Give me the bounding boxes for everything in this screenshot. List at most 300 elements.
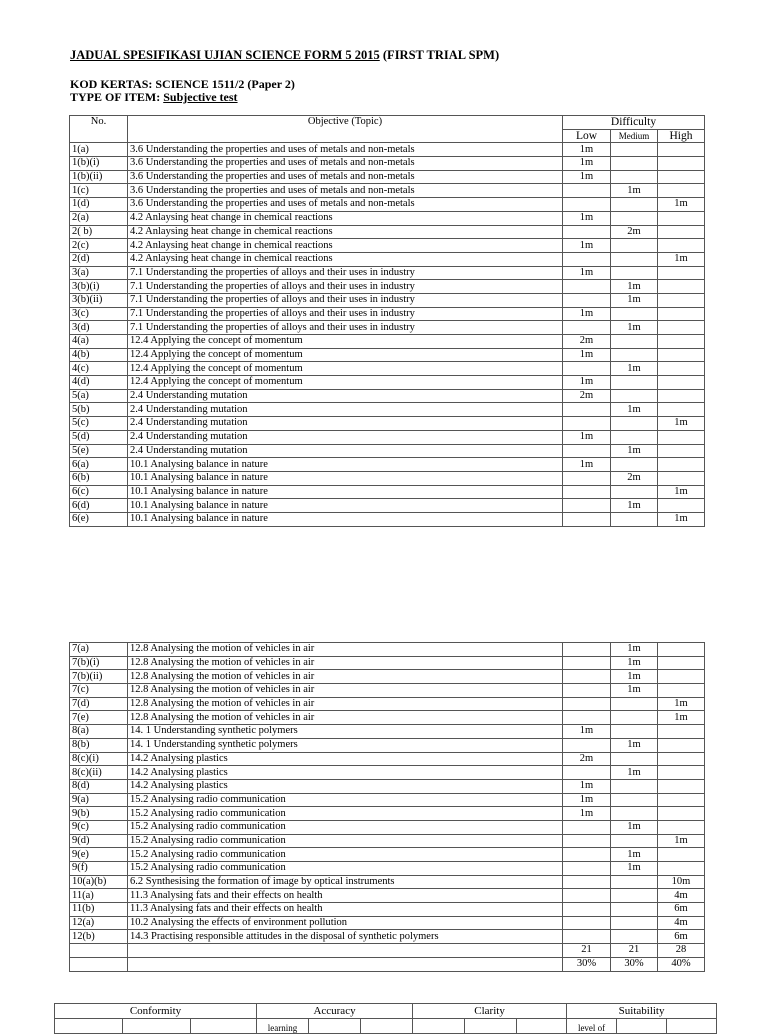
- question-number: 3(c): [70, 307, 128, 321]
- question-number: 8(c)(ii): [70, 766, 128, 780]
- bottom-cell: [465, 1019, 517, 1034]
- header-difficulty: Difficulty: [563, 116, 705, 130]
- difficulty-high: 1m: [658, 198, 705, 212]
- header-low: Low: [563, 129, 611, 143]
- totals-no-cell: [70, 944, 128, 958]
- table-row: [70, 417, 705, 431]
- difficulty-high: [658, 430, 705, 444]
- totals-topic-cell: [128, 944, 563, 958]
- difficulty-low: [563, 697, 611, 711]
- difficulty-high: [658, 738, 705, 752]
- objective-topic: 12.8 Analysing the motion of vehicles in air: [128, 656, 563, 670]
- difficulty-high: [658, 458, 705, 472]
- difficulty-high: [658, 335, 705, 349]
- difficulty-high: [658, 321, 705, 335]
- difficulty-low: [563, 225, 611, 239]
- question-number: 9(f): [70, 862, 128, 876]
- question-number: 7(c): [70, 684, 128, 698]
- question-number: 11(b): [70, 903, 128, 917]
- difficulty-high: 1m: [658, 711, 705, 725]
- difficulty-high: 6m: [658, 903, 705, 917]
- bottom-cell: [413, 1019, 465, 1034]
- table-row: [70, 725, 705, 739]
- difficulty-low: [563, 184, 611, 198]
- question-number: 11(a): [70, 889, 128, 903]
- difficulty-high: 4m: [658, 889, 705, 903]
- table-row: [70, 293, 705, 307]
- difficulty-high: [658, 184, 705, 198]
- table-row: [70, 738, 705, 752]
- difficulty-high: [658, 143, 705, 157]
- difficulty-low: [563, 471, 611, 485]
- difficulty-high: 1m: [658, 252, 705, 266]
- difficulty-low: [563, 684, 611, 698]
- table-row: [70, 903, 705, 917]
- table-row: [70, 779, 705, 793]
- question-number: 8(b): [70, 738, 128, 752]
- objective-topic: 6.2 Synthesising the formation of image by optical instruments: [128, 875, 563, 889]
- difficulty-high: [658, 820, 705, 834]
- header-high: High: [658, 129, 705, 143]
- objective-topic: 10.1 Analysing balance in nature: [128, 485, 563, 499]
- objective-topic: 12.4 Applying the concept of momentum: [128, 362, 563, 376]
- objective-topic: 2.4 Understanding mutation: [128, 444, 563, 458]
- table-row: [70, 157, 705, 171]
- table-row: [70, 807, 705, 821]
- difficulty-low: [563, 499, 611, 513]
- difficulty-medium: [611, 725, 658, 739]
- difficulty-low: 1m: [563, 348, 611, 362]
- difficulty-high: [658, 848, 705, 862]
- difficulty-low: [563, 916, 611, 930]
- title-suffix: (FIRST TRIAL SPM): [382, 48, 500, 62]
- table-row: [70, 430, 705, 444]
- difficulty-medium: [611, 752, 658, 766]
- objective-topic: 11.3 Analysing fats and their effects on health: [128, 903, 563, 917]
- percent-topic-cell: [128, 957, 563, 971]
- difficulty-low: [563, 738, 611, 752]
- difficulty-medium: [611, 211, 658, 225]
- specification-table-1: [69, 115, 705, 527]
- table-row: [70, 793, 705, 807]
- bottom-cell: [191, 1019, 257, 1034]
- table-row: [70, 752, 705, 766]
- difficulty-high: [658, 225, 705, 239]
- difficulty-medium: 1m: [611, 184, 658, 198]
- difficulty-low: 2m: [563, 389, 611, 403]
- table-row: [70, 266, 705, 280]
- header-objective: Objective (Topic): [128, 116, 563, 143]
- objective-topic: 2.4 Understanding mutation: [128, 403, 563, 417]
- total-high: 28: [658, 944, 705, 958]
- difficulty-low: [563, 903, 611, 917]
- table-row: [70, 766, 705, 780]
- page-title: [70, 48, 499, 63]
- difficulty-medium: [611, 807, 658, 821]
- difficulty-high: [658, 307, 705, 321]
- question-number: 7(e): [70, 711, 128, 725]
- question-number: 1(b)(ii): [70, 170, 128, 184]
- question-number: 9(e): [70, 848, 128, 862]
- difficulty-low: 2m: [563, 335, 611, 349]
- difficulty-medium: 1m: [611, 499, 658, 513]
- evaluation-table: [54, 1003, 717, 1034]
- header-conformity: Conformity: [55, 1004, 257, 1019]
- difficulty-low: 1m: [563, 430, 611, 444]
- difficulty-low: [563, 875, 611, 889]
- question-number: 4(b): [70, 348, 128, 362]
- question-number: 5(a): [70, 389, 128, 403]
- table-row: [70, 170, 705, 184]
- difficulty-low: [563, 403, 611, 417]
- table-row: [70, 280, 705, 294]
- table-row: [70, 862, 705, 876]
- question-number: 5(d): [70, 430, 128, 444]
- question-number: 5(e): [70, 444, 128, 458]
- bottom-cell: [309, 1019, 361, 1034]
- difficulty-high: [658, 752, 705, 766]
- difficulty-high: [658, 157, 705, 171]
- question-number: 5(c): [70, 417, 128, 431]
- objective-topic: 4.2 Anlaysing heat change in chemical reactions: [128, 211, 563, 225]
- table-row: [70, 684, 705, 698]
- difficulty-low: 1m: [563, 266, 611, 280]
- objective-topic: 15.2 Analysing radio communication: [128, 807, 563, 821]
- difficulty-medium: [611, 266, 658, 280]
- difficulty-low: [563, 766, 611, 780]
- difficulty-high: [658, 239, 705, 253]
- difficulty-high: [658, 376, 705, 390]
- difficulty-high: [658, 266, 705, 280]
- difficulty-high: [658, 807, 705, 821]
- question-number: 8(c)(i): [70, 752, 128, 766]
- difficulty-low: 1m: [563, 170, 611, 184]
- difficulty-medium: [611, 697, 658, 711]
- table-row: [70, 697, 705, 711]
- difficulty-high: [658, 684, 705, 698]
- question-number: 2(d): [70, 252, 128, 266]
- difficulty-medium: 1m: [611, 280, 658, 294]
- question-number: 9(d): [70, 834, 128, 848]
- objective-topic: 14. 1 Understanding synthetic polymers: [128, 738, 563, 752]
- objective-topic: 12.4 Applying the concept of momentum: [128, 335, 563, 349]
- difficulty-medium: [611, 916, 658, 930]
- table-row: [70, 444, 705, 458]
- difficulty-medium: [611, 389, 658, 403]
- table-row: [70, 198, 705, 212]
- difficulty-low: 2m: [563, 752, 611, 766]
- difficulty-medium: [611, 198, 658, 212]
- question-number: 3(d): [70, 321, 128, 335]
- objective-topic: 12.4 Applying the concept of momentum: [128, 348, 563, 362]
- header-medium: Medium: [611, 129, 658, 143]
- table-row: [70, 225, 705, 239]
- difficulty-high: [658, 211, 705, 225]
- difficulty-medium: [611, 170, 658, 184]
- difficulty-low: 1m: [563, 157, 611, 171]
- question-number: 9(b): [70, 807, 128, 821]
- table-row: [70, 916, 705, 930]
- table-row: [70, 376, 705, 390]
- difficulty-low: [563, 834, 611, 848]
- objective-topic: 2.4 Understanding mutation: [128, 430, 563, 444]
- difficulty-medium: [611, 376, 658, 390]
- question-number: 8(d): [70, 779, 128, 793]
- question-number: 2( b): [70, 225, 128, 239]
- difficulty-medium: 1m: [611, 403, 658, 417]
- objective-topic: 15.2 Analysing radio communication: [128, 848, 563, 862]
- question-number: 10(a)(b): [70, 875, 128, 889]
- difficulty-medium: 1m: [611, 293, 658, 307]
- table-row: [70, 143, 705, 157]
- table-row: [70, 656, 705, 670]
- objective-topic: 14.2 Analysing plastics: [128, 779, 563, 793]
- difficulty-high: [658, 862, 705, 876]
- difficulty-medium: 1m: [611, 766, 658, 780]
- objective-topic: 14. 1 Understanding synthetic polymers: [128, 725, 563, 739]
- objective-topic: 3.6 Understanding the properties and uses of metals and non-metals: [128, 198, 563, 212]
- percent-medium: 30%: [611, 957, 658, 971]
- objective-topic: 14.2 Analysing plastics: [128, 752, 563, 766]
- objective-topic: 10.1 Analysing balance in nature: [128, 512, 563, 526]
- difficulty-low: 1m: [563, 376, 611, 390]
- difficulty-high: [658, 293, 705, 307]
- difficulty-medium: [611, 417, 658, 431]
- question-number: 6(c): [70, 485, 128, 499]
- table-row: [70, 499, 705, 513]
- difficulty-low: [563, 862, 611, 876]
- difficulty-high: [658, 793, 705, 807]
- difficulty-medium: [611, 485, 658, 499]
- difficulty-medium: [611, 157, 658, 171]
- objective-topic: 10.2 Analysing the effects of environment pollution: [128, 916, 563, 930]
- table-row: [70, 485, 705, 499]
- difficulty-medium: 1m: [611, 321, 658, 335]
- difficulty-high: [658, 348, 705, 362]
- difficulty-medium: [611, 779, 658, 793]
- header-clarity: Clarity: [413, 1004, 567, 1019]
- difficulty-low: [563, 670, 611, 684]
- question-number: 5(b): [70, 403, 128, 417]
- objective-topic: 10.1 Analysing balance in nature: [128, 458, 563, 472]
- objective-topic: 15.2 Analysing radio communication: [128, 820, 563, 834]
- table-row: [70, 820, 705, 834]
- difficulty-high: 1m: [658, 417, 705, 431]
- difficulty-high: 1m: [658, 512, 705, 526]
- difficulty-low: 1m: [563, 779, 611, 793]
- difficulty-low: [563, 889, 611, 903]
- difficulty-high: 1m: [658, 834, 705, 848]
- table-row: [70, 458, 705, 472]
- objective-topic: 10.1 Analysing balance in nature: [128, 499, 563, 513]
- table-row: [70, 848, 705, 862]
- difficulty-high: 1m: [658, 697, 705, 711]
- difficulty-high: [658, 499, 705, 513]
- difficulty-low: 1m: [563, 458, 611, 472]
- difficulty-low: [563, 293, 611, 307]
- difficulty-medium: 1m: [611, 738, 658, 752]
- difficulty-low: [563, 643, 611, 657]
- difficulty-medium: [611, 335, 658, 349]
- difficulty-high: 6m: [658, 930, 705, 944]
- objective-topic: 12.8 Analysing the motion of vehicles in air: [128, 711, 563, 725]
- question-number: 2(c): [70, 239, 128, 253]
- difficulty-high: [658, 779, 705, 793]
- objective-topic: 4.2 Anlaysing heat change in chemical reactions: [128, 252, 563, 266]
- question-number: 2(a): [70, 211, 128, 225]
- difficulty-medium: [611, 512, 658, 526]
- bottom-cell: [361, 1019, 413, 1034]
- question-number: 8(a): [70, 725, 128, 739]
- question-number: 3(a): [70, 266, 128, 280]
- difficulty-high: [658, 403, 705, 417]
- question-number: 6(e): [70, 512, 128, 526]
- difficulty-low: [563, 321, 611, 335]
- difficulty-low: 1m: [563, 143, 611, 157]
- table-row: [70, 362, 705, 376]
- objective-topic: 12.8 Analysing the motion of vehicles in air: [128, 670, 563, 684]
- difficulty-medium: 1m: [611, 820, 658, 834]
- question-number: 7(b)(ii): [70, 670, 128, 684]
- difficulty-high: [658, 643, 705, 657]
- difficulty-medium: 1m: [611, 444, 658, 458]
- objective-topic: 14.2 Analysing plastics: [128, 766, 563, 780]
- difficulty-medium: [611, 711, 658, 725]
- difficulty-medium: [611, 430, 658, 444]
- difficulty-medium: [611, 875, 658, 889]
- question-number: 1(b)(i): [70, 157, 128, 171]
- table-row: [70, 512, 705, 526]
- table-row: [70, 348, 705, 362]
- learning-label: learning: [257, 1019, 309, 1034]
- percent-row: [70, 957, 705, 971]
- difficulty-medium: [611, 239, 658, 253]
- objective-topic: 7.1 Understanding the properties of alloys and their uses in industry: [128, 321, 563, 335]
- question-number: 3(b)(ii): [70, 293, 128, 307]
- difficulty-medium: [611, 930, 658, 944]
- objective-topic: 4.2 Anlaysing heat change in chemical reactions: [128, 225, 563, 239]
- table-row: [70, 670, 705, 684]
- question-number: 6(b): [70, 471, 128, 485]
- objective-topic: 15.2 Analysing radio communication: [128, 793, 563, 807]
- question-number: 7(b)(i): [70, 656, 128, 670]
- objective-topic: 7.1 Understanding the properties of alloys and their uses in industry: [128, 280, 563, 294]
- question-number: 1(d): [70, 198, 128, 212]
- bottom-cell: [617, 1019, 667, 1034]
- objective-topic: 15.2 Analysing radio communication: [128, 834, 563, 848]
- table-row: [70, 252, 705, 266]
- question-number: 1(a): [70, 143, 128, 157]
- difficulty-low: [563, 362, 611, 376]
- difficulty-low: [563, 252, 611, 266]
- difficulty-low: [563, 198, 611, 212]
- difficulty-high: [658, 389, 705, 403]
- difficulty-low: [563, 930, 611, 944]
- difficulty-medium: [611, 834, 658, 848]
- difficulty-low: [563, 485, 611, 499]
- difficulty-high: [658, 471, 705, 485]
- bottom-cell: [55, 1019, 123, 1034]
- type-of-item-label: TYPE OF ITEM:: [70, 90, 161, 104]
- question-number: 7(d): [70, 697, 128, 711]
- total-medium: 21: [611, 944, 658, 958]
- difficulty-low: [563, 280, 611, 294]
- table-row: [70, 239, 705, 253]
- question-number: 6(a): [70, 458, 128, 472]
- table-row: [70, 321, 705, 335]
- question-number: 9(c): [70, 820, 128, 834]
- percent-no-cell: [70, 957, 128, 971]
- objective-topic: 15.2 Analysing radio communication: [128, 862, 563, 876]
- difficulty-low: [563, 512, 611, 526]
- bottom-cell: [123, 1019, 191, 1034]
- difficulty-low: 1m: [563, 793, 611, 807]
- objective-topic: 2.4 Understanding mutation: [128, 389, 563, 403]
- difficulty-high: 4m: [658, 916, 705, 930]
- difficulty-low: 1m: [563, 725, 611, 739]
- difficulty-low: 1m: [563, 807, 611, 821]
- objective-topic: 12.4 Applying the concept of momentum: [128, 376, 563, 390]
- question-number: 4(a): [70, 335, 128, 349]
- objective-topic: 12.8 Analysing the motion of vehicles in air: [128, 684, 563, 698]
- objective-topic: 14.3 Practising responsible attitudes in the disposal of synthetic polymers: [128, 930, 563, 944]
- difficulty-medium: 1m: [611, 684, 658, 698]
- objective-topic: 11.3 Analysing fats and their effects on health: [128, 889, 563, 903]
- difficulty-high: [658, 766, 705, 780]
- question-number: 6(d): [70, 499, 128, 513]
- question-number: 7(a): [70, 643, 128, 657]
- difficulty-high: [658, 362, 705, 376]
- difficulty-low: [563, 656, 611, 670]
- kod-kertas-line: KOD KERTAS: SCIENCE 1511/2 (Paper 2): [70, 77, 295, 91]
- question-number: 4(c): [70, 362, 128, 376]
- objective-topic: 3.6 Understanding the properties and uses of metals and non-metals: [128, 170, 563, 184]
- difficulty-medium: 2m: [611, 471, 658, 485]
- difficulty-low: [563, 848, 611, 862]
- difficulty-medium: [611, 307, 658, 321]
- difficulty-high: 10m: [658, 875, 705, 889]
- totals-row: [70, 944, 705, 958]
- difficulty-medium: 2m: [611, 225, 658, 239]
- type-of-item-line: [70, 90, 238, 105]
- difficulty-medium: 1m: [611, 362, 658, 376]
- objective-topic: 12.8 Analysing the motion of vehicles in air: [128, 643, 563, 657]
- objective-topic: 3.6 Understanding the properties and uses of metals and non-metals: [128, 157, 563, 171]
- header-no: No.: [70, 116, 128, 143]
- difficulty-high: 1m: [658, 485, 705, 499]
- table-row: [70, 335, 705, 349]
- difficulty-high: [658, 444, 705, 458]
- objective-topic: 7.1 Understanding the properties of alloys and their uses in industry: [128, 266, 563, 280]
- table-row: [70, 930, 705, 944]
- difficulty-medium: [611, 458, 658, 472]
- type-of-item-value: Subjective test: [163, 90, 238, 104]
- objective-topic: 3.6 Understanding the properties and uses of metals and non-metals: [128, 143, 563, 157]
- objective-topic: 3.6 Understanding the properties and uses of metals and non-metals: [128, 184, 563, 198]
- difficulty-medium: [611, 889, 658, 903]
- difficulty-medium: [611, 793, 658, 807]
- question-number: 3(b)(i): [70, 280, 128, 294]
- difficulty-low: [563, 820, 611, 834]
- table-row: [70, 307, 705, 321]
- table-row: [70, 711, 705, 725]
- table-row: [70, 471, 705, 485]
- question-number: 4(d): [70, 376, 128, 390]
- difficulty-low: [563, 417, 611, 431]
- objective-topic: 7.1 Understanding the properties of alloys and their uses in industry: [128, 307, 563, 321]
- percent-low: 30%: [563, 957, 611, 971]
- table-row: [70, 643, 705, 657]
